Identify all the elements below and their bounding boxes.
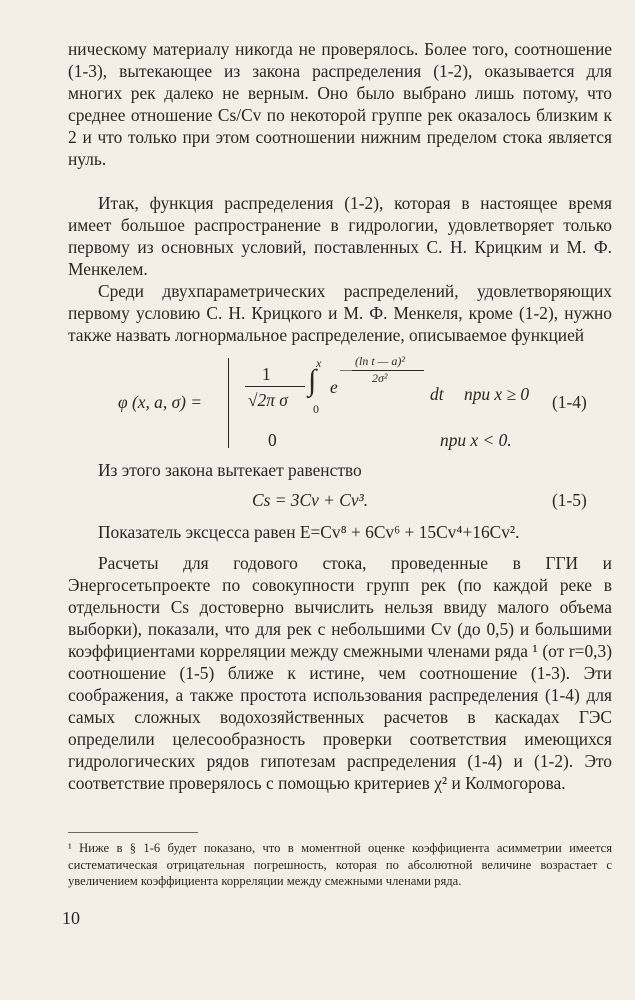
eq14-upper-limit: x [316, 356, 322, 370]
eq14-exp-denominator: 2σ² [372, 371, 388, 385]
text-before-eq-1-5: Из этого закона вытекает равенство [98, 460, 362, 480]
eq14-number: (1-4) [552, 392, 587, 412]
paragraph-2: Итак, функция распределения (1-2), которая в настоящее время имеет большое распространение в гидрологии, удовлетворяет только первому из основных условий, поставленных С. Н. Крицким и М. Ф. Менкелем. [68, 193, 612, 279]
eq14-brace [228, 358, 239, 448]
eq14-exp-numerator: (ln t — a)² [355, 354, 405, 368]
eq14-integral: ∫ [308, 364, 317, 397]
eq14-numerator: 1 [262, 364, 271, 384]
eq15-expression: Cs = 3Cv + Cv³. [252, 490, 369, 510]
eq14-condition-2: при x < 0. [440, 430, 512, 450]
eq14-dt: dt [430, 384, 444, 404]
eq14-denominator: √2π σ [248, 390, 288, 410]
eq14-lhs: φ (x, a, σ) = [118, 392, 203, 412]
eq14-condition-1: при x ≥ 0 [464, 384, 530, 404]
eq14-exp-base: e [330, 377, 338, 397]
paragraph-4: Расчеты для годового стока, проведенные в ГГИ и Энергосетьпроекте по совокупности групп рек (по каждой реке в отдельности Cs достоверно вычислить нельзя ввиду малого объема выборки), показали, что для рек с небольшими Cv (до 0,5) и большими коэффициентами корреляции между смежными членами ряда ¹ (от r=0,3) соотношение (1-5) ближе к истине, чем соотношение (1-3). Эти соображения, а также простота использования распределения (1-4) для самых сложных водохозяйственных расчетов в каскадах ГЭС определили целесообразность проверки соответствия имеющихся гидрологических рядов гипотезам распределения (1-4) и (1-2). Это соответствие проверялось с помощью критериев χ² и Колмогорова. [68, 553, 612, 793]
footnote-rule [68, 832, 198, 833]
footnote: ¹ Ниже в § 1-6 будет показано, что в моментной оценке коэффициента асимметрии имеется систематическая отрицательная погрешность, которая по абсолютной величине возрастает с увеличением коэффициента корреляции между смежными членами ряда. [68, 841, 612, 888]
eq14-exp-bar [352, 370, 424, 371]
page-number: 10 [62, 908, 80, 928]
eq14-zero: 0 [268, 430, 277, 450]
paragraph-3: Среди двухпараметрических распределений, удовлетворяющих первому условию С. Н. Крицкого и М. Ф. Менкеля, кроме (1-2), нужно также назвать логнормальное распределение, описываемое функцией [68, 281, 612, 345]
excess-kurtosis-line: Показатель эксцесса равен E=Cv⁸ + 6Cv⁶ + 15Cv⁴+16Cv². [98, 522, 520, 542]
book-page: ническому материалу никогда не проверялось. Более того, соотношение (1-3), вытекающее из закона распределения (1-2), оказывается для многих рек далеко не верным. Оно было выбрано лишь потому, что среднее отношение Cs/Cv по некоторой группе рек оказалось близким к 2 и что только при этом соотношении нижним пределом стока является нуль. Итак, функция распределения (1-2), которая в настоящее время имеет большое распространение в гидрологии, удовлетворяет только первому из основных условий, поставленных С. Н. Крицким и М. Ф. Менкелем. Среди двухпараметрических распределений, удовлетворяющих первому условию С. Н. Крицкого и М. Ф. Менкеля, кроме (1-2), нужно также назвать логнормальное распределение, описываемое функцией φ (x, a, σ) = 1 √2π σ x ∫ 0 e — (ln t — a)² 2σ² dt при x ≥ 0 0 при x < 0. (1-4) Из этого закона вытекает равенство Cs = 3Cv + Cv³. (1-5) Показатель эксцесса равен E=Cv⁸ + 6Cv⁶ + 15Cv⁴+16Cv². Расчеты для годового стока, проведенные в ГГИ и Энергосетьпроекте по совокупности групп рек (по каждой реке в отдельности Cs достоверно вычислить нельзя ввиду малого объема выборки), показали, что для рек с небольшими Cv (до 0,5) и большими коэффициентами корреляции между смежными членами ряда ¹ (от r=0,3) соотношение (1-5) ближе к истине, чем соотношение (1-3). Эти соображения, а также простота использования распределения (1-4) для самых сложных водохозяйственных расчетов в каскадах ГЭС определили целесообразность проверки соответствия имеющихся гидрологических рядов гипотезам распределения (1-4) и (1-2). Это соответствие проверялось с помощью критериев χ² и Колмогорова. ¹ Ниже в § 1-6 будет показано, что в моментной оценке коэффициента асимметрии имеется систематическая отрицательная погрешность, которая по абсолютной величине возрастает с увеличением коэффициента корреляции между смежными членами ряда. 10 [62, 39, 612, 928]
paragraph-1: ническому материалу никогда не проверялось. Более того, соотношение (1-3), вытекающее из закона распределения (1-2), оказывается для многих рек далеко не верным. Оно было выбрано лишь потому, что среднее отношение Cs/Cv по некоторой группе рек оказалось близким к 2 и что только при этом соотношении нижним пределом стока является нуль. [68, 39, 612, 169]
eq15-number: (1-5) [552, 490, 587, 510]
eq14-lower-limit: 0 [313, 402, 319, 416]
eq14-fraction-bar [245, 386, 305, 387]
